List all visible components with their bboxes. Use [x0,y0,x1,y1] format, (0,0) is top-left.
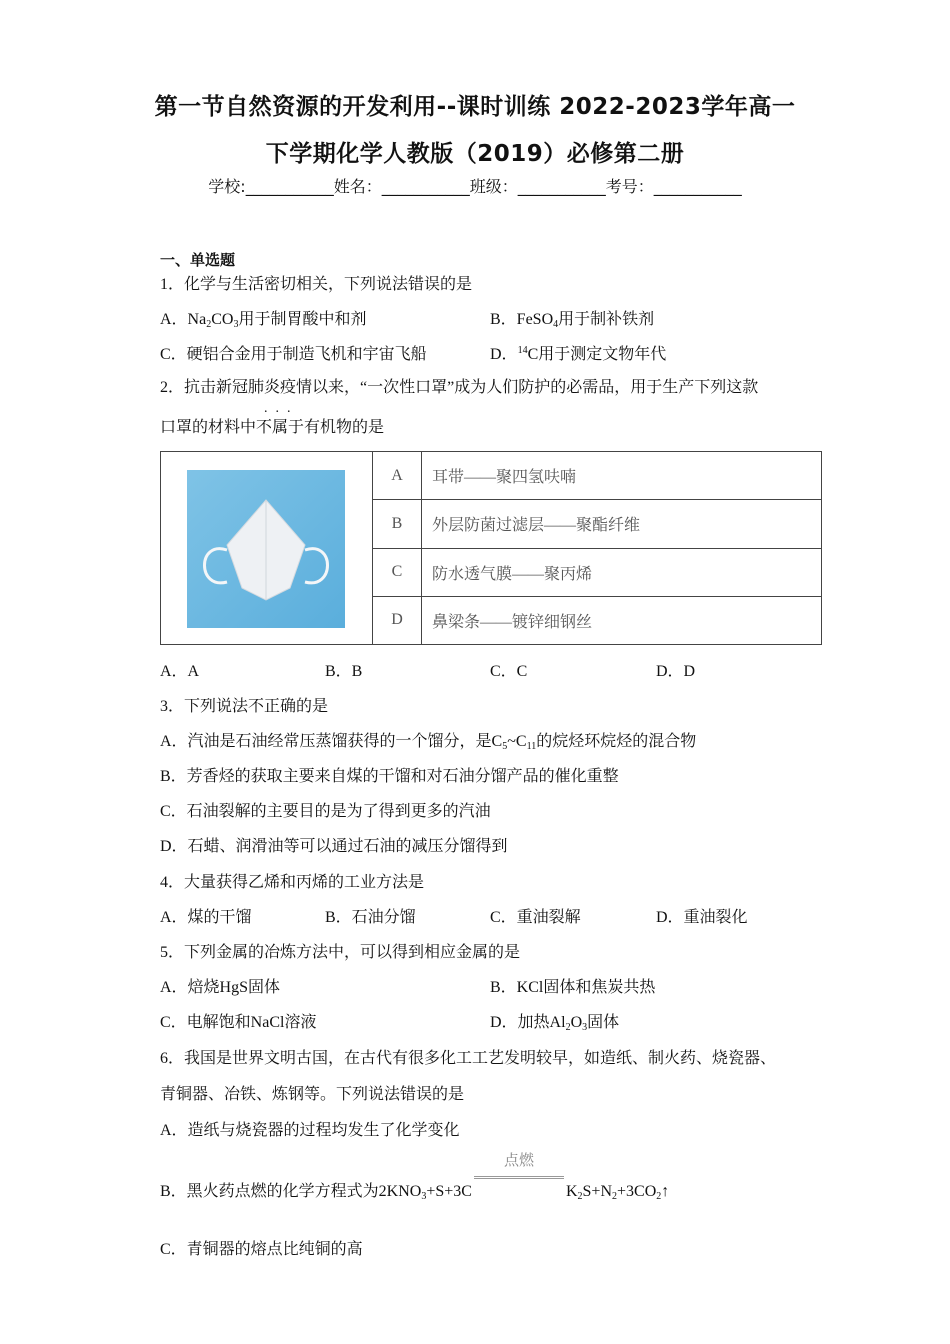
sub: 5 [502,741,508,752]
sub: 2 [206,319,212,330]
q1-option-d [490,345,666,365]
q4-option-d: D．重油裂化 [656,909,748,926]
t: 的烷烃环烷烃的混合物 [536,733,697,750]
q4-option-a: A．煤的干馏 [160,909,252,926]
sub: 11 [526,741,537,752]
t: B．黑火药点燃的化学方程式为2KNO [160,1183,422,1200]
t: ~C [507,733,527,750]
t: K [565,1183,578,1200]
t: 用于制补铁剂 [558,311,655,328]
t: +3CO [617,1183,657,1200]
sup: 14 [517,345,528,356]
row-letter: B [373,500,422,548]
sub: 4 [553,319,559,330]
q2-option-c: C．C [490,663,528,680]
sub: 2 [612,1191,618,1202]
mask-icon [187,470,345,628]
t: 固体 [587,1014,620,1031]
q4-option-b: B．石油分馏 [325,909,416,926]
sub: 3 [421,1191,427,1202]
row-text: 外层防菌过滤层——聚酯纤维 [422,500,822,548]
q6-option-c: C．青铜器的熔点比纯铜的高 [160,1241,363,1258]
q3-option-d: D．石蜡、润滑油等可以通过石油的减压分馏得到 [160,838,508,855]
t: 用于制胃酸中和剂 [238,311,367,328]
q5-option-d [490,1013,619,1033]
sub: 3 [233,319,239,330]
t: A．汽油是石油经常压蒸馏获得的一个馏分，是C [160,733,503,750]
q2-option-a: A．A [160,663,200,680]
face-mask-image [187,470,345,628]
q5-option-a: A．焙烧HgS固体 [160,979,281,996]
reaction-condition [474,1153,564,1202]
q2-stem-line-2: 口罩的材料中不属于有机物的是 [160,419,385,436]
t: CO [211,311,234,328]
q5-option-c: C．电解饱和NaCl溶液 [160,1014,317,1031]
q5-option-b: B．KCl固体和焦炭共热 [490,979,656,996]
q6-option-a: A．造纸与烧瓷器的过程均发生了化学变化 [160,1122,460,1139]
q6-stem-line-1: 6．我国是世界文明古国，在古代有很多化工工艺发明较早，如造纸、制火药、烧瓷器、 [160,1050,777,1067]
t: D． [490,346,518,363]
row-text: 防水透气膜——聚丙烯 [422,548,822,596]
q4-option-c: C．重油裂解 [490,909,581,926]
q2-option-d: D．D [656,663,696,680]
section-heading: 一、单选题 [160,251,236,269]
q4-stem: 4．大量获得乙烯和丙烯的工业方法是 [160,874,425,891]
t: ↑ [661,1183,670,1200]
student-info-fields: 学校:___________姓名：___________班级：___________考号：___________ [208,177,742,196]
t: +S+3C [426,1183,472,1200]
condition-label: 点燃 [503,1153,534,1169]
sub: 2 [656,1191,662,1202]
title-line-2: 下学期化学人教版（2019）必修第二册 [265,141,685,167]
q3-option-a [160,732,696,752]
sub: 2 [565,1022,571,1033]
q6-stem-line-2: 青铜器、冶铁、炼钢等。下列说法错误的是 [160,1086,465,1103]
q3-option-b: B．芳香烃的获取主要来自煤的干馏和对石油分馏产品的催化重整 [160,768,619,785]
q1-option-b [490,310,654,330]
equals-bar [474,1176,564,1179]
row-letter: C [373,548,422,596]
q1-option-a [160,310,366,330]
row-text: 鼻梁条——镀锌细钢丝 [422,596,822,644]
t: S+N [582,1183,613,1200]
t: A．Na [160,311,207,328]
q6-option-b [160,1153,670,1202]
q1-stem: 1．化学与生活密切相关，下列说法错误的是 [160,276,473,293]
row-text: 耳带——聚四氢呋喃 [422,452,822,500]
q3-stem: 3．下列说法不正确的是 [160,698,329,715]
q1-option-c: C．硬铝合金用于制造飞机和宇宙飞船 [160,346,427,363]
t: C用于测定文物年代 [527,346,667,363]
q2-option-b: B．B [325,663,363,680]
sub: 2 [577,1191,583,1202]
t: D．加热Al [490,1014,566,1031]
emphasis-dots: ... [264,401,299,416]
row-letter: D [373,596,422,644]
row-letter: A [373,452,422,500]
t: B．FeSO [490,311,554,328]
t: O [570,1014,583,1031]
sub: 3 [582,1022,588,1033]
q5-stem: 5．下列金属的冶炼方法中，可以得到相应金属的是 [160,944,521,961]
q3-option-c: C．石油裂解的主要目的是为了得到更多的汽油 [160,803,491,820]
title-line-1: 第一节自然资源的开发利用--课时训练 2022-2023学年高一 [154,94,796,120]
q2-stem-line-1: 2．抗击新冠肺炎疫情以来，“一次性口罩”成为人们防护的必需品，用于生产下列这款 [160,379,759,396]
